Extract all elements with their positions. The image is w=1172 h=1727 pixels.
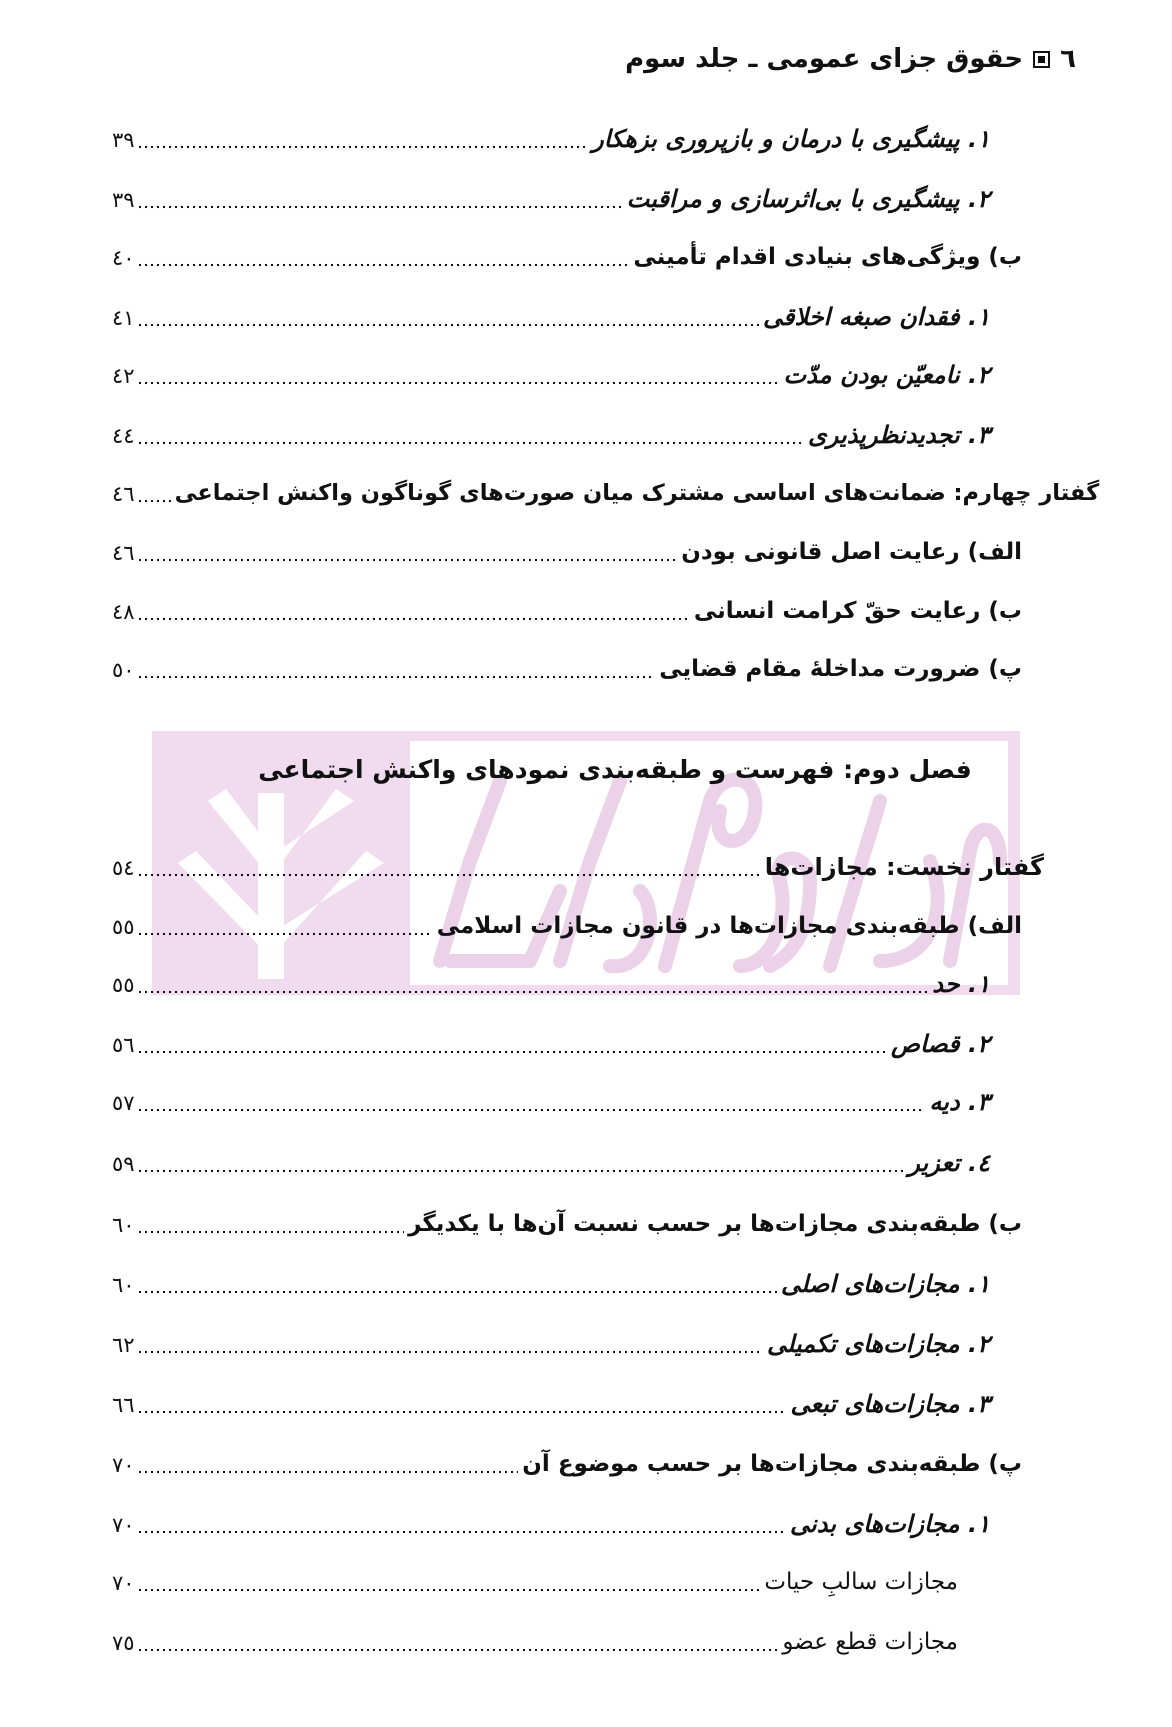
- toc-entry[interactable]: [0, 470, 1172, 510]
- dot-leader: [137, 1230, 405, 1234]
- dot-leader: [137, 990, 929, 994]
- toc-entry[interactable]: [0, 1441, 1172, 1481]
- toc-entry[interactable]: [0, 294, 1172, 334]
- toc-entry[interactable]: [0, 588, 1172, 628]
- toc-page-number: ۷٥: [112, 1631, 135, 1655]
- toc-title: الف) طبقه‌بندی مجازات‌ها در قانون مجازات اسلامی: [436, 913, 1022, 939]
- dot-leader: [137, 441, 804, 445]
- dot-leader: [137, 1290, 777, 1294]
- dot-leader: [137, 1108, 926, 1112]
- toc-page-number: ۷٠: [112, 1571, 135, 1595]
- dot-leader: [137, 499, 171, 503]
- toc-page-number: ٥٥: [112, 973, 135, 997]
- running-header: [625, 44, 1076, 74]
- toc-page-number: ٤٦: [112, 541, 135, 565]
- toc-page-number: ٥٥: [112, 915, 135, 939]
- toc-entry[interactable]: [0, 1261, 1172, 1301]
- toc-page-number: ٦۲: [112, 1333, 135, 1357]
- toc-entry[interactable]: [0, 1321, 1172, 1361]
- toc-page-number: ۷٠: [112, 1453, 135, 1477]
- toc-title: ۲. پیشگیری با بی‌اثرسازی و مراقبت: [626, 185, 990, 213]
- toc-entry[interactable]: [0, 1501, 1172, 1541]
- toc-entry[interactable]: [0, 903, 1172, 943]
- toc-page-number: ٦٠: [112, 1273, 135, 1297]
- toc-title: گفتار چهارم: ضمانت‌های اساسی مشترک میان صورت‌های گوناگون واکنش اجتماعی: [174, 480, 1100, 506]
- chapter-heading[interactable]: [0, 755, 1172, 784]
- toc-page-number: ۳۹: [112, 128, 135, 152]
- toc-title: ۲. مجازات‌های تکمیلی: [767, 1330, 990, 1358]
- toc-page-number: ٤۱: [112, 306, 135, 330]
- toc-title: ۳. دیه: [929, 1088, 990, 1116]
- toc-entry[interactable]: [0, 646, 1172, 686]
- toc-page-number: ۳۹: [112, 188, 135, 212]
- chapter-title: فصل دوم: فهرست و طبقه‌بندی نمودهای واکنش اجتماعی: [258, 755, 972, 784]
- dot-leader: [137, 263, 630, 267]
- toc-entry[interactable]: [0, 1021, 1172, 1061]
- dot-leader: [137, 1530, 786, 1534]
- toc-entry[interactable]: [0, 1381, 1172, 1421]
- dot-leader: [137, 323, 759, 327]
- dot-leader: [137, 381, 780, 385]
- toc-title: ۱. مجازات‌های اصلی: [781, 1270, 990, 1298]
- toc-title: پ) طبقه‌بندی مجازات‌ها بر حسب موضوع آن: [522, 1451, 1022, 1477]
- toc-entry[interactable]: [0, 1140, 1172, 1180]
- toc-entry[interactable]: [0, 412, 1172, 452]
- toc-page-number: ٤٠: [112, 246, 135, 270]
- book-title: حقوق جزای عمومی ـ جلد سوم: [625, 44, 1024, 74]
- toc-title: گفتار نخست: مجازات‌ها: [764, 853, 1044, 881]
- dot-leader: [137, 1169, 905, 1173]
- toc-title: مجازات قطع عضو: [782, 1629, 958, 1655]
- toc-page-number: ٤٤: [112, 424, 135, 448]
- toc-page-number: ٤۲: [112, 364, 135, 388]
- dot-leader: [137, 1588, 761, 1592]
- toc-entry[interactable]: [0, 352, 1172, 392]
- dot-leader: [137, 873, 761, 877]
- dot-leader: [137, 1410, 787, 1414]
- toc-page-number: ٥۷: [112, 1091, 135, 1115]
- toc-page-number: ۷٠: [112, 1513, 135, 1537]
- toc-entry[interactable]: [0, 234, 1172, 274]
- toc-entry[interactable]: [0, 1559, 1172, 1599]
- toc-title: ب) رعایت حقّ کرامت انسانی: [693, 598, 1022, 624]
- dot-leader: [137, 1470, 519, 1474]
- toc-title: ۱. فقدان صبغه اخلاقی: [763, 303, 990, 331]
- toc-page-number: ٤۸: [112, 600, 135, 624]
- toc-title: ۳. تجدیدنظرپذیری: [807, 421, 990, 449]
- toc-title: ۱. مجازات‌های بدنی: [790, 1510, 990, 1538]
- toc-page-number: ٥٦: [112, 1033, 135, 1057]
- toc-title: ۲. قصاص: [891, 1030, 990, 1058]
- toc-entry[interactable]: [0, 529, 1172, 569]
- toc-title: ۱. پیشگیری با درمان و بازپروری بزهکار: [592, 125, 990, 153]
- dot-leader: [137, 205, 623, 209]
- dot-leader: [137, 1050, 887, 1054]
- toc-entry[interactable]: [0, 1079, 1172, 1119]
- dot-leader: [137, 932, 433, 936]
- toc-title: الف) رعایت اصل قانونی بودن: [681, 539, 1022, 565]
- toc-title: ۳. مجازات‌های تبعی: [790, 1390, 990, 1418]
- dot-leader: [137, 145, 589, 149]
- toc-page-number: ٤٦: [112, 482, 135, 506]
- toc-title: پ) ضرورت مداخلهٔ مقام قضایی: [659, 656, 1022, 682]
- toc-page-number: ٦٦: [112, 1393, 135, 1417]
- framed-square-icon: [1033, 51, 1050, 68]
- toc-page-number: ٥٠: [112, 658, 135, 682]
- toc-entry[interactable]: [0, 1619, 1172, 1659]
- toc-page-number: ٥٤: [112, 856, 135, 880]
- dot-leader: [137, 675, 656, 679]
- page-number: ٦: [1060, 44, 1076, 74]
- toc-entry[interactable]: [0, 961, 1172, 1001]
- toc-entry[interactable]: [0, 1201, 1172, 1241]
- toc-title: ٤. تعزیر: [908, 1149, 990, 1177]
- toc-title: ۱. حد: [932, 970, 990, 998]
- dot-leader: [137, 1350, 763, 1354]
- dot-leader: [137, 558, 678, 562]
- toc-entry[interactable]: [0, 176, 1172, 216]
- dot-leader: [137, 617, 690, 621]
- dot-leader: [137, 1648, 779, 1652]
- toc-entry[interactable]: [0, 844, 1172, 884]
- toc-title: ۲. نامعیّن بودن مدّت: [783, 361, 990, 389]
- toc-page-number: ٦٠: [112, 1213, 135, 1237]
- toc-page-number: ٥۹: [112, 1152, 135, 1176]
- toc-entry[interactable]: [0, 116, 1172, 156]
- toc-title: مجازات سالبِ حیات: [764, 1569, 958, 1595]
- toc-title: ب) ویژگی‌های بنیادی اقدام تأمینی: [633, 244, 1022, 270]
- toc-title: ب) طبقه‌بندی مجازات‌ها بر حسب نسبت آن‌ها با یکدیگر: [408, 1211, 1022, 1237]
